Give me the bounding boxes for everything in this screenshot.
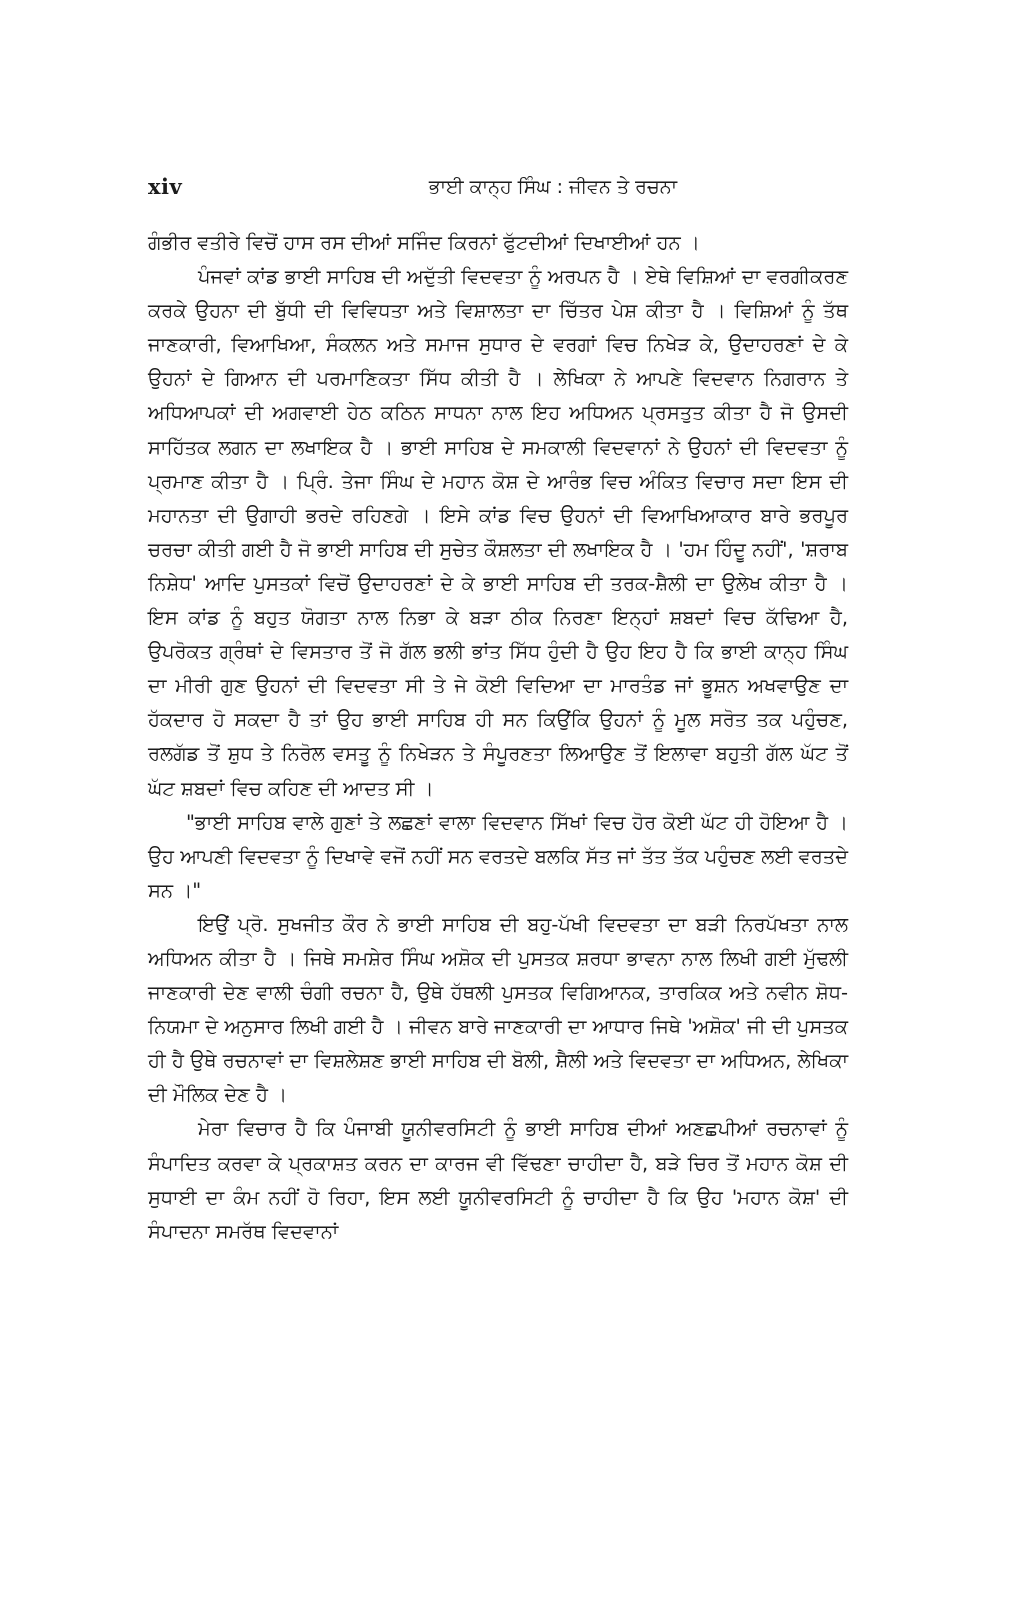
page-header: [148, 172, 868, 208]
paragraph-continued: ਗੰਭੀਰ ਵਤੀਰੇ ਵਿਚੋਂ ਹਾਸ ਰਸ ਦੀਆਂ ਸਜਿੰਦ ਕਿਰਨਾਂ ਫੁੱਟਦੀਆਂ ਦਿਖਾਈਆਂ ਹਨ ।: [148, 231, 700, 254]
paragraph-comparison: ਇਉਂ ਪ੍ਰੋ. ਸੁਖਜੀਤ ਕੌਰ ਨੇ ਭਾਈ ਸਾਹਿਬ ਦੀ ਬਹੁ-ਪੱਖੀ ਵਿਦਵਤਾ ਦਾ ਬੜੀ ਨਿਰਪੱਖਤਾ ਨਾਲ ਅਧਿਅਨ ਕੀਤਾ ਹੈ । ਜਿਥੇ ਸਮਸ਼ੇਰ ਸਿੰਘ ਅਸ਼ੋਕ ਦੀ ਪੁਸਤਕ ਸ਼ਰਧਾ ਭਾਵਨਾ ਨਾਲ ਲਿਖੀ ਗਈ ਮੁੱਢਲੀ ਜਾਣਕਾਰੀ ਦੇਣ ਵਾਲੀ ਚੰਗੀ ਰਚਨਾ ਹੈ, ਉਥੇ ਹੱਥਲੀ ਪੁਸਤਕ ਵਿਗਿਆਨਕ, ਤਾਰਕਿਕ ਅਤੇ ਨਵੀਨ ਸ਼ੋਧ-ਨਿਯਮਾ ਦੇ ਅਨੁਸਾਰ ਲਿਖੀ ਗਈ ਹੈ । ਜੀਵਨ ਬਾਰੇ ਜਾਣਕਾਰੀ ਦਾ ਆਧਾਰ ਜਿਥੇ 'ਅਸ਼ੋਕ' ਜੀ ਦੀ ਪੁਸਤਕ ਹੀ ਹੈ ਉਥੇ ਰਚਨਾਵਾਂ ਦਾ ਵਿਸ਼ਲੇਸ਼ਣ ਭਾਈ ਸਾਹਿਬ ਦੀ ਬੋਲੀ, ਸ਼ੈਲੀ ਅਤੇ ਵਿਦਵਤਾ ਦਾ ਅਧਿਅਨ, ਲੇਖਿਕਾ ਦੀ ਮੌਲਿਕ ਦੇਣ ਹੈ ।: [148, 912, 848, 1107]
paragraph-fifth-chapter: ਪੰਜਵਾਂ ਕਾਂਡ ਭਾਈ ਸਾਹਿਬ ਦੀ ਅਦੁੱਤੀ ਵਿਦਵਤਾ ਨੂੰ ਅਰਪਨ ਹੈ । ਏਥੇ ਵਿਸ਼ਿਆਂ ਦਾ ਵਰਗੀਕਰਣ ਕਰਕੇ ਉਹਨਾ ਦੀ ਬੁੱਧੀ ਦੀ ਵਿਵਿਧਤਾ ਅਤੇ ਵਿਸ਼ਾਲਤਾ ਦਾ ਚਿੱਤਰ ਪੇਸ਼ ਕੀਤਾ ਹੈ । ਵਿਸ਼ਿਆਂ ਨੂੰ ਤੱਥ ਜਾਣਕਾਰੀ, ਵਿਆਖਿਆ, ਸੰਕਲਨ ਅਤੇ ਸਮਾਜ ਸੁਧਾਰ ਦੇ ਵਰਗਾਂ ਵਿਚ ਨਿਖੇੜ ਕੇ, ਉਦਾਹਰਣਾਂ ਦੇ ਕੇ ਉਹਨਾਂ ਦੇ ਗਿਆਨ ਦੀ ਪਰਮਾਣਿਕਤਾ ਸਿੱਧ ਕੀਤੀ ਹੈ । ਲੇਖਿਕਾ ਨੇ ਆਪਣੇ ਵਿਦਵਾਨ ਨਿਗਰਾਨ ਤੇ ਅਧਿਆਪਕਾਂ ਦੀ ਅਗਵਾਈ ਹੇਠ ਕਠਿਨ ਸਾਧਨਾ ਨਾਲ ਇਹ ਅਧਿਅਨ ਪ੍ਰਸਤੁਤ ਕੀਤਾ ਹੈ ਜੋ ਉਸਦੀ ਸਾਹਿੱਤਕ ਲਗਨ ਦਾ ਲਖਾਇਕ ਹੈ । ਭਾਈ ਸਾਹਿਬ ਦੇ ਸਮਕਾਲੀ ਵਿਦਵਾਨਾਂ ਨੇ ਉਹਨਾਂ ਦੀ ਵਿਦਵਤਾ ਨੂੰ ਪ੍ਰਮਾਣ ਕੀਤਾ ਹੈ । ਪ੍ਰਿੰ. ਤੇਜਾ ਸਿੰਘ ਦੇ ਮਹਾਨ ਕੋਸ਼ ਦੇ ਆਰੰਭ ਵਿਚ ਅੰਕਿਤ ਵਿਚਾਰ ਸਦਾ ਇਸ ਦੀ ਮਹਾਨਤਾ ਦੀ ਉਗਾਹੀ ਭਰਦੇ ਰਹਿਣਗੇ । ਇਸੇ ਕਾਂਡ ਵਿਚ ਉਹਨਾਂ ਦੀ ਵਿਆਖਿਆਕਾਰ ਬਾਰੇ ਭਰਪੂਰ ਚਰਚਾ ਕੀਤੀ ਗਈ ਹੈ ਜੋ ਭਾਈ ਸਾਹਿਬ ਦੀ ਸੁਚੇਤ ਕੌਸ਼ਲਤਾ ਦੀ ਲਖਾਇਕ ਹੈ । 'ਹਮ ਹਿੰਦੂ ਨਹੀਂ', 'ਸ਼ਰਾਬ ਨਿਸ਼ੇਧ' ਆਦਿ ਪੁਸਤਕਾਂ ਵਿਚੋਂ ਉਦਾਹਰਣਾਂ ਦੇ ਕੇ ਭਾਈ ਸਾਹਿਬ ਦੀ ਤਰਕ-ਸ਼ੈਲੀ ਦਾ ਉਲੇਖ ਕੀਤਾ ਹੈ । ਇਸ ਕਾਂਡ ਨੂੰ ਬਹੁਤ ਯੋਗਤਾ ਨਾਲ ਨਿਭਾ ਕੇ ਬੜਾ ਠੀਕ ਨਿਰਣਾ ਇਨ੍ਹਾਂ ਸ਼ਬਦਾਂ ਵਿਚ ਕੱਢਿਆ ਹੈ, ਉਪਰੋਕਤ ਗ੍ਰੰਥਾਂ ਦੇ ਵਿਸਤਾਰ ਤੋਂ ਜੋ ਗੱਲ ਭਲੀ ਭਾਂਤ ਸਿੱਧ ਹੁੰਦੀ ਹੈ ਉਹ ਇਹ ਹੈ ਕਿ ਭਾਈ ਕਾਨ੍ਹ ਸਿੰਘ ਦਾ ਮੀਰੀ ਗੁਣ ਉਹਨਾਂ ਦੀ ਵਿਦਵਤਾ ਸੀ ਤੇ ਜੇ ਕੋਈ ਵਿਦਿਆ ਦਾ ਮਾਰਤੰਡ ਜਾਂ ਭੂਸ਼ਨ ਅਖਵਾਉਣ ਦਾ ਹੱਕਦਾਰ ਹੋ ਸਕਦਾ ਹੈ ਤਾਂ ਉਹ ਭਾਈ ਸਾਹਿਬ ਹੀ ਸਨ ਕਿਉਂਕਿ ਉਹਨਾਂ ਨੂੰ ਮੂਲ ਸਰੋਤ ਤਕ ਪਹੁੰਚਣ, ਰਲਗੱਡ ਤੋਂ ਸ਼ੁਧ ਤੇ ਨਿਰੋਲ ਵਸਤੂ ਨੂੰ ਨਿਖੇੜਨ ਤੇ ਸੰਪੂਰਣਤਾ ਲਿਆਉਣ ਤੋਂ ਇਲਾਵਾ ਬਹੁਤੀ ਗੱਲ ਘੱਟ ਤੋਂ ਘੱਟ ਸ਼ਬਦਾਂ ਵਿਚ ਕਹਿਣ ਦੀ ਆਦਤ ਸੀ ।: [148, 265, 848, 800]
running-title: ਭਾਈ ਕਾਨ੍ਹ ਸਿੰਘ : ਜੀਵਨ ਤੇ ਰਚਨਾ: [428, 176, 678, 198]
body-text: [148, 226, 848, 1249]
quoted-paragraph: "ਭਾਈ ਸਾਹਿਬ ਵਾਲੇ ਗੁਣਾਂ ਤੇ ਲਛਣਾਂ ਵਾਲਾ ਵਿਦਵਾਨ ਸਿੱਖਾਂ ਵਿਚ ਹੋਰ ਕੋਈ ਘੱਟ ਹੀ ਹੋਇਆ ਹੈ । ਉਹ ਆਪਣੀ ਵਿਦਵਤਾ ਨੂੰ ਦਿਖਾਵੇ ਵਜੋਂ ਨਹੀਂ ਸਨ ਵਰਤਦੇ ਬਲਕਿ ਸੱਤ ਜਾਂ ਤੱਤ ਤੱਕ ਪਹੁੰਚਣ ਲਈ ਵਰਤਦੇ ਸਨ ।": [148, 810, 848, 902]
page-number: xiv: [148, 174, 183, 199]
paragraph-suggestion: ਮੇਰਾ ਵਿਚਾਰ ਹੈ ਕਿ ਪੰਜਾਬੀ ਯੂਨੀਵਰਸਿਟੀ ਨੂੰ ਭਾਈ ਸਾਹਿਬ ਦੀਆਂ ਅਣਛਪੀਆਂ ਰਚਨਾਵਾਂ ਨੂੰ ਸੰਪਾਦਿਤ ਕਰਵਾ ਕੇ ਪ੍ਰਕਾਸ਼ਤ ਕਰਨ ਦਾ ਕਾਰਜ ਵੀ ਵਿੱਢਣਾ ਚਾਹੀਦਾ ਹੈ, ਬੜੇ ਚਿਰ ਤੋਂ ਮਹਾਨ ਕੋਸ਼ ਦੀ ਸੁਧਾਈ ਦਾ ਕੰਮ ਨਹੀਂ ਹੋ ਰਿਹਾ, ਇਸ ਲਈ ਯੂਨੀਵਰਸਿਟੀ ਨੂੰ ਚਾਹੀਦਾ ਹੈ ਕਿ ਉਹ 'ਮਹਾਨ ਕੋਸ਼' ਦੀ ਸੰਪਾਦਨਾ ਸਮਰੱਥ ਵਿਦਵਾਨਾਂ: [148, 1117, 848, 1243]
